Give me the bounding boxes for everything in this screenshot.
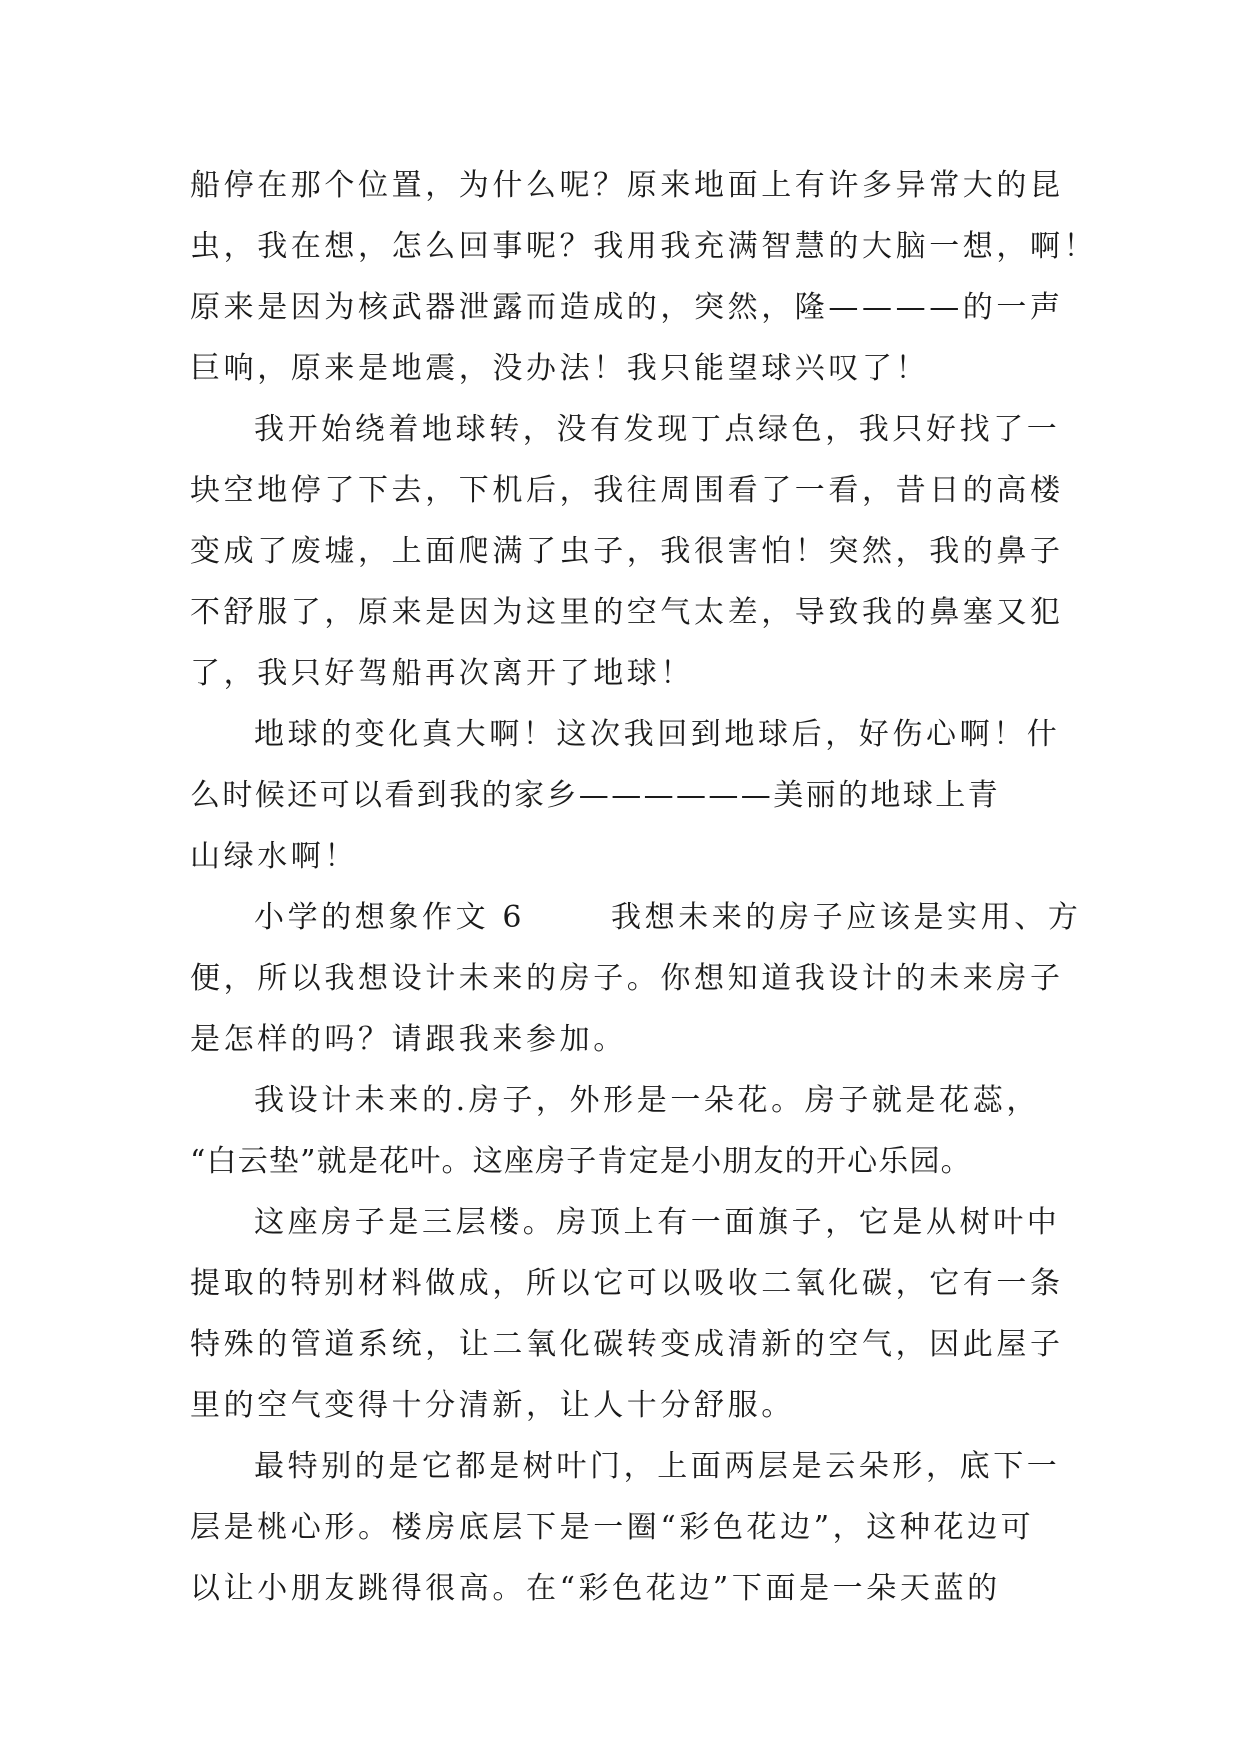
paragraph-first-line: 地球的变化真大啊！这次我回到地球后，好伤心啊！什	[254, 717, 1061, 752]
essay-heading-line	[190, 887, 1082, 948]
text-line: “白云垫”就是花叶。这座房子肯定是小朋友的开心乐园。	[190, 1144, 972, 1179]
text-line: 不舒服了，原来是因为这里的空气太差，导致我的鼻塞又犯	[190, 595, 1064, 630]
text-line: 提取的特别材料做成，所以它可以吸收二氧化碳，它有一条	[190, 1266, 1064, 1301]
text-line: 块空地停了下去，下机后，我往周围看了一看，昔日的高楼	[190, 473, 1064, 508]
text-line: 原来是因为核武器泄露而造成的，突然，隆————的一声	[190, 290, 1064, 325]
document-body	[190, 155, 1098, 1619]
text-line: 变成了废墟，上面爬满了虫子，我很害怕！突然，我的鼻子	[190, 534, 1064, 569]
text-line: 船停在那个位置，为什么呢？原来地面上有许多异常大的昆	[190, 168, 1064, 203]
text-line: 特殊的管道系统，让二氧化碳转变成清新的空气，因此屋子	[190, 1327, 1064, 1362]
text-line: 虫，我在想，怎么回事呢？我用我充满智慧的大脑一想，啊！	[190, 229, 1098, 264]
text-line: 巨响，原来是地震，没办法！我只能望球兴叹了！	[190, 351, 930, 386]
paragraph-first-line: 我开始绕着地球转，没有发现丁点绿色，我只好找了一	[254, 412, 1061, 447]
essay-opening-text: 我想未来的房子应该是实用、方	[611, 900, 1082, 935]
text-line: 便，所以我想设计未来的房子。你想知道我设计的未来房子	[190, 961, 1064, 996]
text-line: 山绿水啊！	[190, 839, 358, 874]
paragraph-first-line: 这座房子是三层楼。房顶上有一面旗子，它是从树叶中	[254, 1205, 1061, 1240]
paragraph-first-line: 我设计未来的.房子，外形是一朵花。房子就是花蕊，	[254, 1083, 1040, 1118]
text-line: 是怎样的吗？请跟我来参加。	[190, 1022, 627, 1057]
essay-title: 小学的想象作文 6	[254, 900, 526, 935]
text-line: 了，我只好驾船再次离开了地球！	[190, 656, 694, 691]
paragraph-first-line: 最特别的是它都是树叶门，上面两层是云朵形，底下一	[254, 1449, 1061, 1484]
text-line: 以让小朋友跳得很高。在“彩色花边”下面是一朵天蓝的	[190, 1571, 1001, 1606]
text-line: 么时候还可以看到我的家乡——————美丽的地球上青	[190, 778, 1000, 813]
text-line: 层是桃心形。楼房底层下是一圈“彩色花边”，这种花边可	[190, 1510, 1035, 1545]
text-line: 里的空气变得十分清新，让人十分舒服。	[190, 1388, 795, 1423]
